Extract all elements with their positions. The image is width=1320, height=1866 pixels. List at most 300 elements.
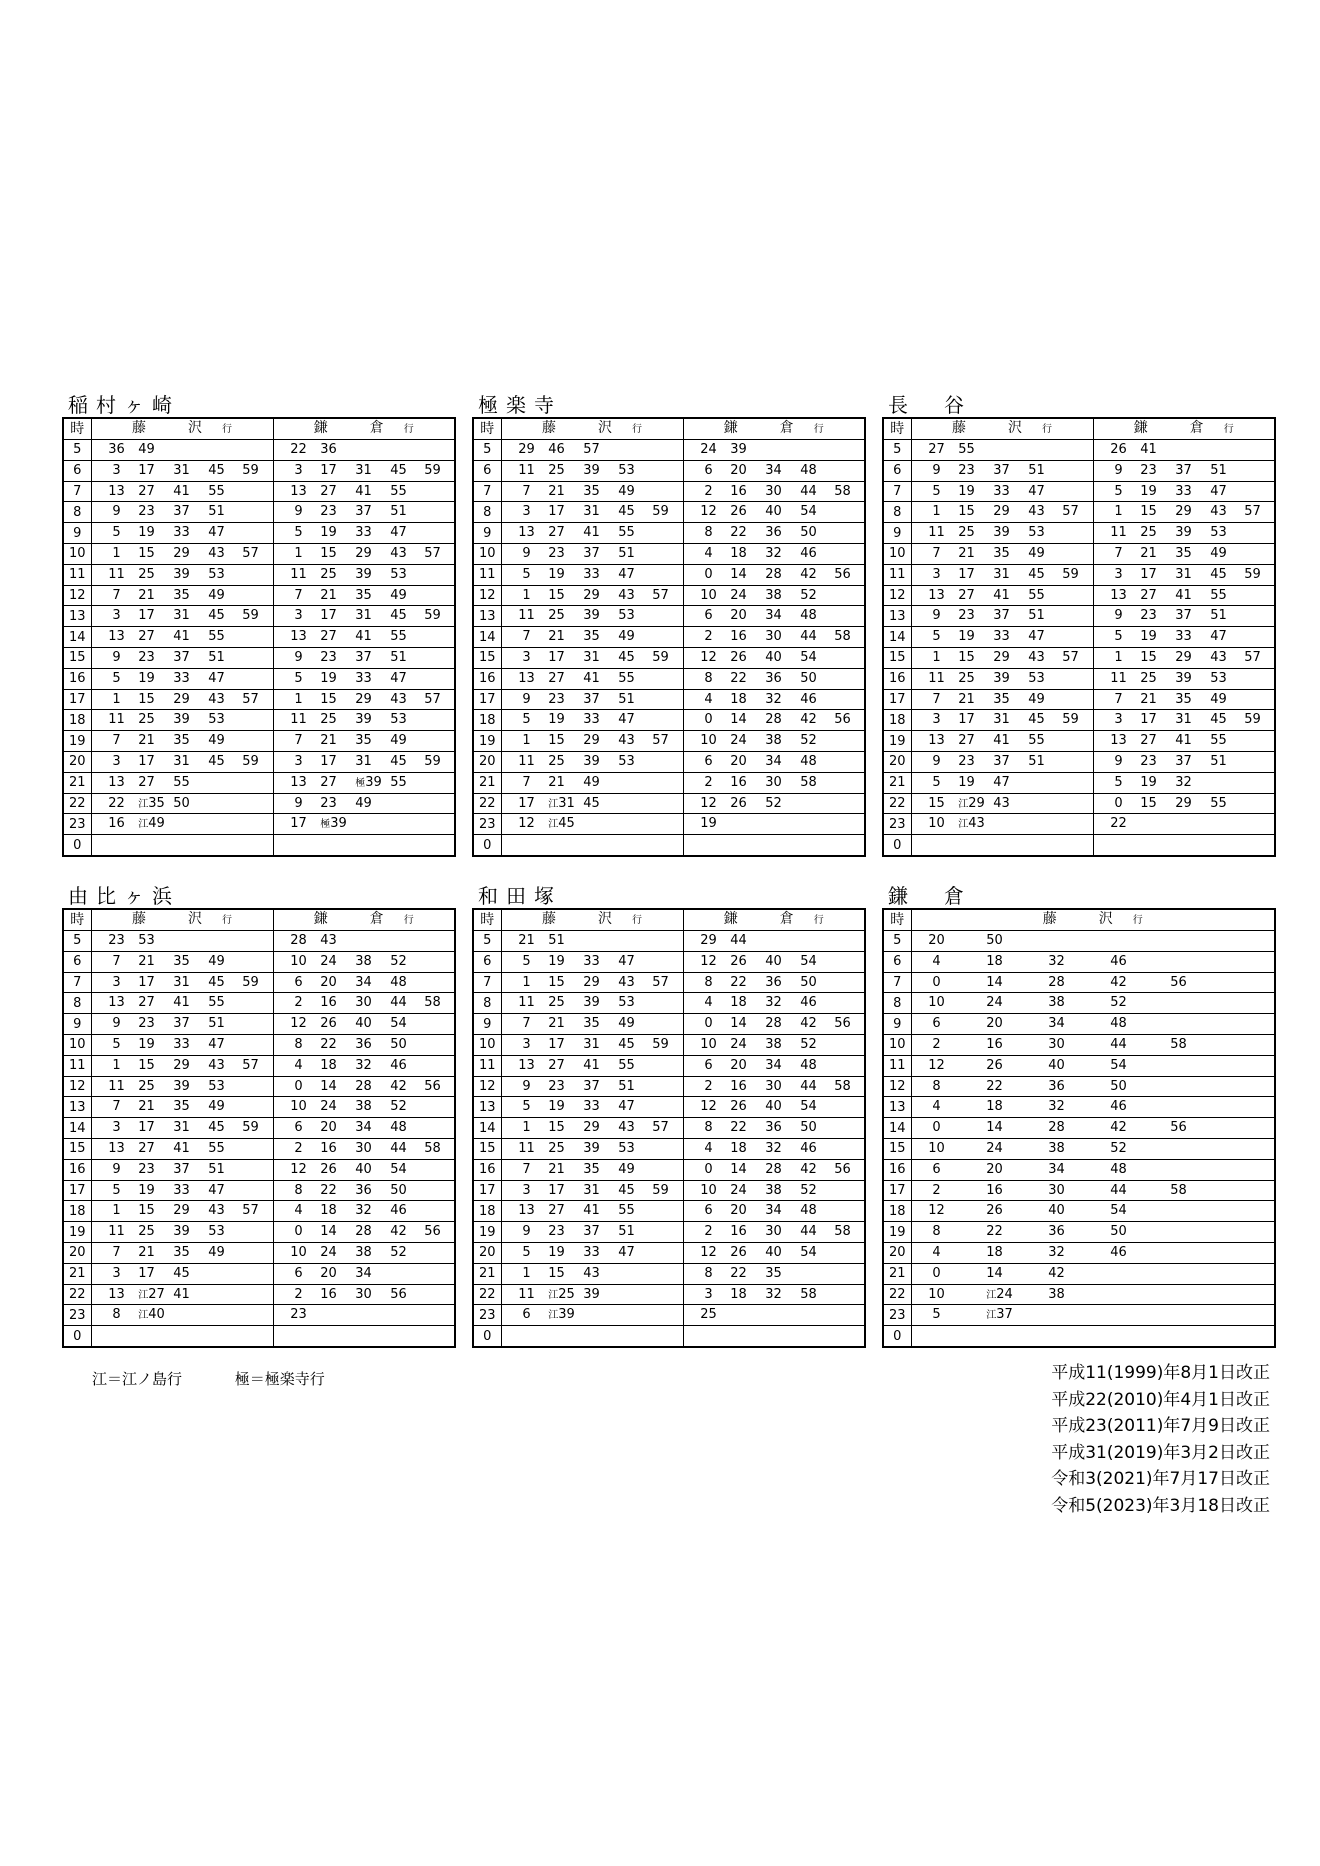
departure-minute: 36 <box>765 670 782 686</box>
revision-line: 令和5(2023)年3月18日改正 <box>1051 1495 1270 1516</box>
departure-minute: 8 <box>704 1265 713 1281</box>
departure-minute: 26 <box>730 1244 747 1260</box>
departure-minute: 24 <box>730 1182 747 1198</box>
departure-minute: 58 <box>424 1140 441 1156</box>
departure-minute: 11 <box>108 712 125 728</box>
hour-cell: 12 <box>883 585 911 606</box>
departure-minute: 59 <box>1062 566 1079 582</box>
departure-minute: 31 <box>173 608 190 624</box>
departure-minute: 9 <box>932 753 941 769</box>
timetable <box>472 417 866 857</box>
departure-minute: 46 <box>1110 1099 1127 1115</box>
departure-minute: 43 <box>208 1057 225 1073</box>
departure-minute: 18 <box>986 953 1003 969</box>
departure-minute: 23 <box>1140 608 1157 624</box>
departure-minute: 5 <box>112 1182 121 1198</box>
departure-minute: 34 <box>765 1203 782 1219</box>
timetable-row <box>473 689 865 710</box>
departure-minute: 14 <box>986 1120 1003 1136</box>
departure-minute: 13 <box>108 483 125 499</box>
departure-minute: 43 <box>208 545 225 561</box>
timetable-row <box>63 1138 455 1159</box>
hour-cell: 20 <box>63 751 91 772</box>
hour-cell: 23 <box>473 1305 501 1326</box>
direction-name: 鎌 倉 <box>313 420 398 436</box>
departure-minute: 21 <box>958 545 975 561</box>
timetable-row <box>473 731 865 752</box>
departure-minute: 5 <box>1114 483 1123 499</box>
departure-minute: 30 <box>355 995 372 1011</box>
minutes-cell <box>1093 772 1275 793</box>
departure-minute: 50 <box>1110 1224 1127 1240</box>
departure-minute: 57 <box>242 691 259 707</box>
timetable-row <box>883 1242 1275 1263</box>
minutes-cell <box>501 1055 683 1076</box>
departure-minute: 江24 <box>986 1286 1013 1302</box>
departure-minute: 32 <box>1048 1099 1065 1115</box>
departure-minute: 26 <box>730 504 747 520</box>
departure-minute: 16 <box>320 1140 337 1156</box>
departure-minute: 31 <box>173 462 190 478</box>
timetable-header-row <box>883 418 1275 440</box>
minutes-cell <box>1093 460 1275 481</box>
minutes-cell <box>273 931 455 952</box>
departure-minute: 17 <box>138 1265 155 1281</box>
hour-cell: 21 <box>473 1263 501 1284</box>
departure-minute: 38 <box>355 1099 372 1115</box>
minutes-cell <box>501 1201 683 1222</box>
minutes-cell <box>911 1180 1275 1201</box>
departure-minute: 36 <box>108 442 125 457</box>
departure-minute: 32 <box>355 1203 372 1219</box>
departure-minute: 59 <box>242 753 259 769</box>
departure-minute: 58 <box>1170 1182 1187 1198</box>
minutes-cell <box>683 1180 865 1201</box>
minutes-cell <box>273 668 455 689</box>
departure-minute: 39 <box>173 1224 190 1240</box>
minutes-cell <box>273 835 455 856</box>
departure-minute: 33 <box>1175 483 1192 499</box>
departure-minute: 31 <box>583 649 600 665</box>
hour-cell: 22 <box>883 793 911 814</box>
timetable-row <box>473 751 865 772</box>
departure-minute: 51 <box>1028 608 1045 624</box>
departure-minute: 37 <box>993 608 1010 624</box>
departure-minute: 1 <box>932 504 941 520</box>
hour-cell: 5 <box>473 931 501 952</box>
departure-minute: 39 <box>583 995 600 1011</box>
departure-minute: 48 <box>800 1057 817 1073</box>
departure-minute: 4 <box>704 545 713 561</box>
minutes-cell <box>683 951 865 972</box>
departure-minute: 9 <box>112 504 121 520</box>
departure-minute: 13 <box>928 587 945 603</box>
departure-minute: 17 <box>548 649 565 665</box>
minutes-cell <box>273 460 455 481</box>
timetable-row <box>473 1076 865 1097</box>
departure-minute: 54 <box>800 1099 817 1115</box>
departure-minute: 31 <box>355 753 372 769</box>
departure-minute: 6 <box>704 753 713 769</box>
departure-minute: 25 <box>1140 525 1157 541</box>
station-name: 長 谷 <box>888 393 972 417</box>
minutes-cell <box>501 1263 683 1284</box>
minutes-cell <box>273 1242 455 1263</box>
departure-minute: 31 <box>355 462 372 478</box>
departure-minute: 38 <box>355 953 372 969</box>
departure-minute: 17 <box>548 1182 565 1198</box>
departure-minute: 47 <box>618 1244 635 1260</box>
departure-minute: 19 <box>958 629 975 645</box>
departure-minute: 1 <box>112 1203 121 1219</box>
departure-minute: 36 <box>765 525 782 541</box>
timetable-row <box>473 1222 865 1243</box>
departure-minute: 25 <box>548 608 565 624</box>
departure-minute: 41 <box>583 1203 600 1219</box>
departure-minute: 35 <box>173 1244 190 1260</box>
departure-minute: 53 <box>618 995 635 1011</box>
minutes-cell <box>91 481 273 502</box>
departure-minute: 20 <box>320 974 337 990</box>
timetable-row <box>63 1076 455 1097</box>
departure-minute: 45 <box>618 1036 635 1052</box>
minutes-cell <box>1093 606 1275 627</box>
minutes-cell <box>273 751 455 772</box>
station-name: 極楽寺 <box>478 393 562 417</box>
departure-minute: 54 <box>390 1016 407 1032</box>
departure-minute: 44 <box>1110 1036 1127 1052</box>
station-name: 和田塚 <box>478 884 562 908</box>
minutes-cell <box>91 440 273 461</box>
departure-minute: 30 <box>355 1140 372 1156</box>
minutes-cell <box>91 731 273 752</box>
minutes-cell <box>911 1118 1275 1139</box>
minutes-cell <box>683 793 865 814</box>
minutes-cell <box>911 751 1093 772</box>
departure-minute: 7 <box>1114 691 1123 707</box>
direction-suffix: 行 <box>632 915 642 926</box>
timetable-row <box>63 502 455 523</box>
departure-minute: 10 <box>700 1182 717 1198</box>
timetable-row <box>473 931 865 952</box>
departure-minute: 55 <box>1210 733 1227 749</box>
departure-minute: 26 <box>730 1099 747 1115</box>
minutes-cell <box>501 1284 683 1305</box>
departure-minute: 55 <box>618 525 635 541</box>
departure-minute: 31 <box>173 753 190 769</box>
minutes-cell <box>273 440 455 461</box>
departure-minute: 47 <box>208 1182 225 1198</box>
departure-minute: 1 <box>522 733 531 749</box>
minutes-cell <box>501 931 683 952</box>
departure-minute: 49 <box>208 1099 225 1115</box>
departure-minute: 58 <box>834 629 851 645</box>
departure-minute: 59 <box>424 608 441 624</box>
timetable-row <box>473 993 865 1014</box>
departure-minute: 59 <box>1244 566 1261 582</box>
timetable-row <box>883 1263 1275 1284</box>
departure-minute: 7 <box>112 953 121 969</box>
timetable-row <box>883 731 1275 752</box>
departure-minute: 54 <box>800 1244 817 1260</box>
hour-cell: 23 <box>63 1305 91 1326</box>
departure-minute: 52 <box>800 1036 817 1052</box>
departure-minute: 19 <box>320 670 337 686</box>
hour-cell: 21 <box>63 1263 91 1284</box>
departure-minute: 54 <box>800 953 817 969</box>
minutes-cell <box>91 751 273 772</box>
minutes-cell <box>683 1118 865 1139</box>
departure-minute: 31 <box>583 1182 600 1198</box>
timetable-row <box>473 1180 865 1201</box>
minutes-cell <box>911 585 1093 606</box>
departure-minute: 47 <box>618 712 635 728</box>
timetable-row <box>883 440 1275 461</box>
departure-minute: 5 <box>522 712 531 728</box>
departure-minute: 0 <box>932 1265 941 1281</box>
departure-minute: 41 <box>173 629 190 645</box>
departure-minute: 1 <box>522 1120 531 1136</box>
hour-cell: 0 <box>63 835 91 856</box>
departure-minute: 35 <box>173 1099 190 1115</box>
timetable-row <box>63 440 455 461</box>
timetable-row <box>63 1284 455 1305</box>
departure-minute: 33 <box>583 566 600 582</box>
hour-cell: 9 <box>883 523 911 544</box>
timetable-row <box>63 668 455 689</box>
departure-minute: 46 <box>1110 953 1127 969</box>
departure-minute: 48 <box>800 1203 817 1219</box>
departure-minute: 2 <box>294 1286 303 1302</box>
departure-minute: 40 <box>1048 1203 1065 1219</box>
departure-minute: 50 <box>800 525 817 541</box>
minutes-cell <box>911 835 1093 856</box>
minutes-cell <box>1093 647 1275 668</box>
departure-minute: 43 <box>1210 649 1227 665</box>
timetable-row <box>63 931 455 952</box>
departure-minute: 40 <box>1048 1057 1065 1073</box>
timetable-header-row <box>473 909 865 931</box>
departure-minute: 43 <box>583 1265 600 1281</box>
minutes-cell <box>1093 731 1275 752</box>
minutes-cell <box>911 1034 1275 1055</box>
departure-minute: 41 <box>1175 587 1192 603</box>
departure-minute: 12 <box>700 649 717 665</box>
minutes-cell <box>501 627 683 648</box>
departure-minute: 23 <box>548 545 565 561</box>
departure-minute: 35 <box>355 587 372 603</box>
hour-cell: 6 <box>63 460 91 481</box>
departure-minute: 24 <box>320 1099 337 1115</box>
hour-cell: 12 <box>473 1076 501 1097</box>
departure-minute: 江43 <box>958 816 985 832</box>
hour-cell: 23 <box>883 814 911 835</box>
departure-minute: 45 <box>208 753 225 769</box>
minutes-cell <box>273 1305 455 1326</box>
departure-minute: 9 <box>294 649 303 665</box>
departure-minute: 49 <box>208 587 225 603</box>
departure-minute: 25 <box>548 753 565 769</box>
departure-minute: 23 <box>138 1161 155 1177</box>
timetable-row <box>883 1055 1275 1076</box>
departure-minute: 20 <box>730 1057 747 1073</box>
departure-minute: 29 <box>1175 649 1192 665</box>
minutes-cell <box>683 564 865 585</box>
hour-cell: 20 <box>473 751 501 772</box>
departure-minute: 50 <box>986 933 1003 948</box>
departure-minute: 17 <box>548 1036 565 1052</box>
hour-cell: 19 <box>63 1222 91 1243</box>
departure-minute: 29 <box>518 442 535 457</box>
hour-cell: 17 <box>63 1180 91 1201</box>
departure-minute: 53 <box>1028 670 1045 686</box>
hour-cell: 9 <box>473 523 501 544</box>
departure-minute: 47 <box>993 774 1010 790</box>
departure-minute: 14 <box>730 566 747 582</box>
minutes-cell <box>91 1118 273 1139</box>
departure-minute: 29 <box>993 649 1010 665</box>
departure-minute: 11 <box>290 712 307 728</box>
departure-minute: 23 <box>958 462 975 478</box>
timetable-row <box>473 668 865 689</box>
timetable-row <box>63 1097 455 1118</box>
hour-cell: 22 <box>883 1284 911 1305</box>
minutes-cell <box>911 1201 1275 1222</box>
departure-minute: 17 <box>518 795 535 811</box>
departure-minute: 37 <box>1175 608 1192 624</box>
departure-minute: 45 <box>1210 566 1227 582</box>
departure-minute: 52 <box>765 795 782 811</box>
departure-minute: 29 <box>355 691 372 707</box>
departure-minute: 0 <box>1114 795 1123 811</box>
timetable-row <box>63 772 455 793</box>
minutes-cell <box>91 793 273 814</box>
minutes-cell <box>1093 481 1275 502</box>
timetable-row <box>473 523 865 544</box>
departure-minute: 37 <box>173 649 190 665</box>
hour-cell: 14 <box>883 1118 911 1139</box>
departure-minute: 48 <box>800 462 817 478</box>
hour-cell: 10 <box>473 1034 501 1055</box>
departure-minute: 39 <box>993 525 1010 541</box>
departure-minute: 50 <box>800 974 817 990</box>
departure-minute: 9 <box>522 1224 531 1240</box>
station-hase <box>882 393 1274 857</box>
departure-minute: 42 <box>800 1016 817 1032</box>
minutes-cell <box>273 710 455 731</box>
minutes-cell <box>911 1076 1275 1097</box>
departure-minute: 7 <box>522 483 531 499</box>
departure-minute: 41 <box>583 525 600 541</box>
station-wadazuka <box>472 884 864 1348</box>
hour-cell: 21 <box>473 772 501 793</box>
minutes-cell <box>273 731 455 752</box>
direction-name: 鎌 倉 <box>723 911 808 927</box>
departure-minute: 39 <box>730 442 747 457</box>
departure-minute: 23 <box>958 753 975 769</box>
departure-minute: 39 <box>355 712 372 728</box>
departure-minute: 46 <box>800 995 817 1011</box>
departure-minute: 57 <box>1244 504 1261 520</box>
departure-minute: 16 <box>730 1224 747 1240</box>
departure-minute: 13 <box>108 629 125 645</box>
departure-minute: 17 <box>138 753 155 769</box>
departure-minute: 9 <box>112 1016 121 1032</box>
minutes-cell <box>911 931 1275 952</box>
departure-minute: 23 <box>548 1078 565 1094</box>
departure-minute: 5 <box>932 774 941 790</box>
departure-minute: 31 <box>173 974 190 990</box>
departure-minute: 55 <box>618 670 635 686</box>
departure-minute: 31 <box>993 712 1010 728</box>
departure-minute: 39 <box>583 462 600 478</box>
departure-minute: 40 <box>765 953 782 969</box>
departure-minute: 28 <box>355 1078 372 1094</box>
departure-minute: 3 <box>1114 712 1123 728</box>
minutes-cell <box>91 1326 273 1347</box>
departure-minute: 3 <box>112 608 121 624</box>
departure-minute: 45 <box>1028 566 1045 582</box>
minutes-cell <box>501 1159 683 1180</box>
departure-minute: 53 <box>1028 525 1045 541</box>
departure-minute: 14 <box>730 1161 747 1177</box>
departure-minute: 47 <box>390 525 407 541</box>
departure-minute: 33 <box>1175 629 1192 645</box>
departure-minute: 53 <box>618 462 635 478</box>
departure-minute: 51 <box>618 691 635 707</box>
hour-cell: 16 <box>473 1159 501 1180</box>
departure-minute: 0 <box>704 1016 713 1032</box>
departure-minute: 51 <box>208 1161 225 1177</box>
departure-minute: 58 <box>424 995 441 1011</box>
departure-minute: 30 <box>355 1286 372 1302</box>
departure-minute: 42 <box>1110 974 1127 990</box>
departure-minute: 22 <box>986 1078 1003 1094</box>
departure-minute: 27 <box>320 483 337 499</box>
minutes-cell <box>501 1118 683 1139</box>
departure-minute: 1 <box>294 545 303 561</box>
departure-minute: 51 <box>548 933 565 948</box>
departure-minute: 32 <box>765 691 782 707</box>
hour-cell: 13 <box>473 1097 501 1118</box>
minutes-cell <box>273 1201 455 1222</box>
timetable-row <box>883 1118 1275 1139</box>
departure-minute: 34 <box>355 1265 372 1281</box>
departure-minute: 32 <box>1048 1244 1065 1260</box>
departure-minute: 21 <box>320 733 337 749</box>
departure-minute: 49 <box>618 483 635 499</box>
departure-minute: 江37 <box>986 1307 1013 1323</box>
departure-minute: 40 <box>765 1244 782 1260</box>
departure-minute: 19 <box>958 483 975 499</box>
direction-suffix: 行 <box>222 424 232 435</box>
departure-minute: 41 <box>993 587 1010 603</box>
departure-minute: 江31 <box>548 795 575 811</box>
departure-minute: 3 <box>522 1182 531 1198</box>
timetable-row <box>63 523 455 544</box>
departure-minute: 31 <box>583 1036 600 1052</box>
departure-minute: 53 <box>1210 525 1227 541</box>
departure-minute: 37 <box>583 1224 600 1240</box>
departure-minute: 54 <box>800 504 817 520</box>
minutes-cell <box>911 460 1093 481</box>
departure-minute: 25 <box>320 566 337 582</box>
minutes-cell <box>911 481 1093 502</box>
timetable-row <box>883 772 1275 793</box>
timetable-row <box>883 1138 1275 1159</box>
departure-minute: 47 <box>208 670 225 686</box>
direction-header <box>91 418 273 440</box>
